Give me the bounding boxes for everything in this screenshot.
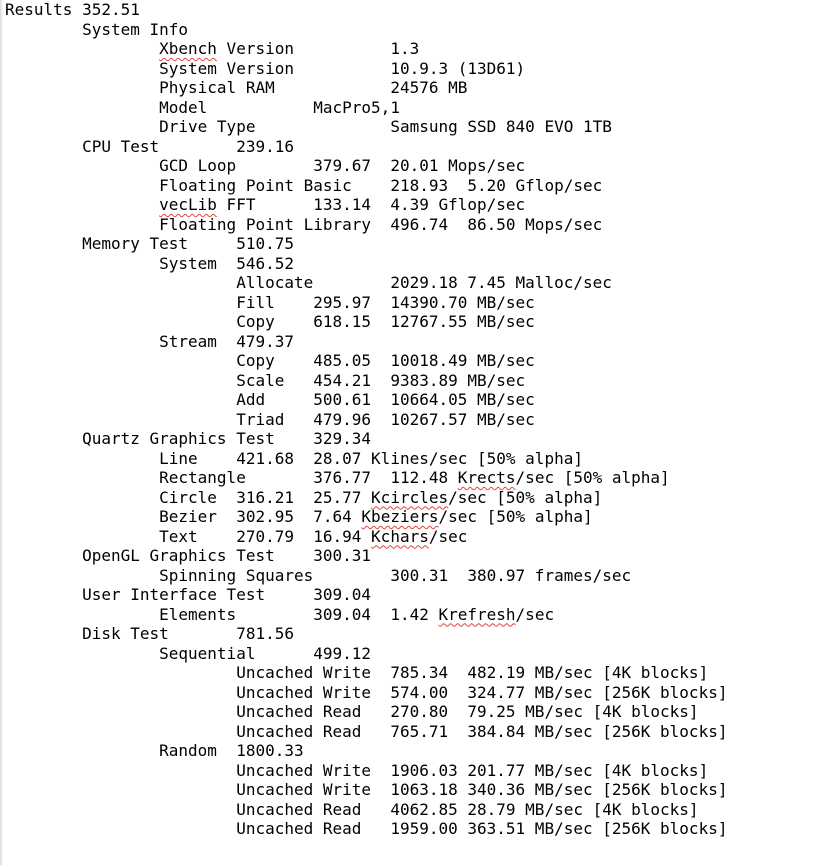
text-segment: Line 421.68 28.07 Klines/sec [50% alpha] xyxy=(5,448,583,468)
text-segment: FFT 133.14 4.39 Gflop/sec xyxy=(216,195,526,214)
text-segment: Physical RAM 24576 MB xyxy=(5,78,468,97)
text-line xyxy=(5,605,727,625)
text-segment: Text 270.79 16.94 xyxy=(5,526,372,546)
misspelled-word: Kchars xyxy=(371,526,429,546)
text-segment: Elements 309.04 1.42 xyxy=(5,604,439,624)
text-segment: Triad 479.96 10267.57 MB/sec xyxy=(5,409,535,429)
text-line xyxy=(5,273,727,293)
text-segment: Spinning Squares 300.31 380.97 frames/sec xyxy=(5,565,632,585)
text-segment: Uncached Write 785.34 482.19 MB/sec [4K blocks] xyxy=(5,663,709,682)
text-segment: Rectangle 376.77 112.48 xyxy=(5,468,458,487)
misspelled-word: Xbench xyxy=(159,39,217,58)
text-line xyxy=(5,819,727,839)
text-segment: Fill 295.97 14390.70 MB/sec xyxy=(5,292,535,312)
text-line xyxy=(5,59,727,79)
text-line xyxy=(5,624,727,644)
text-segment: System Info xyxy=(5,19,189,39)
text-line xyxy=(5,332,727,352)
text-line xyxy=(5,410,727,430)
text-line xyxy=(5,176,727,196)
text-segment: /sec [50% alpha] xyxy=(515,468,670,487)
text-segment: Stream 479.37 xyxy=(5,331,294,351)
text-line xyxy=(5,234,727,254)
text-segment: Drive Type Samsung SSD 840 EVO 1TB xyxy=(5,117,612,136)
text-segment: Copy 618.15 12767.55 MB/sec xyxy=(5,312,535,331)
text-line xyxy=(5,195,727,215)
text-segment: Circle 316.21 25.77 xyxy=(5,487,372,507)
text-line xyxy=(5,449,727,469)
text-line xyxy=(5,741,727,761)
text-segment xyxy=(5,195,159,214)
text-segment: Version 1.3 xyxy=(216,39,420,58)
text-segment: Floating Point Library 496.74 86.50 Mops/sec xyxy=(5,214,603,234)
text-segment: CPU Test 239.16 xyxy=(5,136,294,156)
text-segment: Uncached Write 1906.03 201.77 MB/sec [4K blocks] xyxy=(5,760,709,780)
text-segment: System 546.52 xyxy=(5,253,294,273)
text-line xyxy=(5,117,727,137)
text-segment: Copy 485.05 10018.49 MB/sec xyxy=(5,351,535,370)
text-line xyxy=(5,800,727,820)
text-segment: /sec [50% alpha] xyxy=(448,487,603,507)
text-segment: Quartz Graphics Test 329.34 xyxy=(5,429,372,448)
text-line xyxy=(5,761,727,781)
text-segment: User Interface Test 309.04 xyxy=(5,585,372,604)
text-segment: Uncached Write 1063.18 340.36 MB/sec [256K blocks] xyxy=(5,780,728,799)
misspelled-word: Krects xyxy=(457,468,516,487)
text-segment: /sec [50% alpha] xyxy=(438,507,593,526)
text-segment: Uncached Read 270.80 79.25 MB/sec [4K blocks] xyxy=(5,702,699,721)
text-segment: Disk Test 781.56 xyxy=(5,624,294,643)
text-line xyxy=(5,293,727,313)
text-segment: Scale 454.21 9383.89 MB/sec xyxy=(5,370,526,390)
text-segment: Uncached Read 4062.85 28.79 MB/sec [4K blocks] xyxy=(5,799,699,819)
text-segment: Add 500.61 10664.05 MB/sec xyxy=(5,390,535,409)
text-line xyxy=(5,566,727,586)
text-segment xyxy=(5,39,159,58)
text-line xyxy=(5,468,727,488)
text-line xyxy=(5,390,727,410)
text-line xyxy=(5,722,727,742)
text-segment: Uncached Write 574.00 324.77 MB/sec [256K blocks] xyxy=(5,682,728,702)
text-line xyxy=(5,20,727,40)
text-segment: Random 1800.33 xyxy=(5,741,304,760)
text-line xyxy=(5,156,727,176)
text-segment: GCD Loop 379.67 20.01 Mops/sec xyxy=(5,156,526,175)
text-segment: System Version 10.9.3 (13D61) xyxy=(5,58,526,78)
text-segment: /sec xyxy=(515,604,555,624)
text-line xyxy=(5,780,727,800)
text-segment: Uncached Read 1959.00 363.51 MB/sec [256K blocks] xyxy=(5,819,728,838)
text-line xyxy=(5,351,727,371)
text-line xyxy=(5,644,727,664)
text-line xyxy=(5,527,727,547)
text-line xyxy=(5,429,727,449)
text-line xyxy=(5,702,727,722)
text-document[interactable] xyxy=(5,0,727,839)
text-line xyxy=(5,0,727,20)
text-line xyxy=(5,254,727,274)
text-segment: Floating Point Basic 218.93 5.20 Gflop/sec xyxy=(5,175,603,195)
text-line xyxy=(5,683,727,703)
misspelled-word: vecLib xyxy=(159,195,217,214)
text-line xyxy=(5,215,727,235)
text-line xyxy=(5,507,727,527)
text-segment: Results 352.51 xyxy=(5,0,140,19)
text-segment: Bezier 302.95 7.64 xyxy=(5,507,362,526)
text-segment: OpenGL Graphics Test 300.31 xyxy=(5,546,372,565)
text-line xyxy=(5,78,727,98)
text-line xyxy=(5,585,727,605)
text-segment: Allocate 2029.18 7.45 Malloc/sec xyxy=(5,273,612,292)
misspelled-word: Krefresh xyxy=(438,604,516,624)
text-line xyxy=(5,98,727,118)
text-line xyxy=(5,546,727,566)
text-segment: Sequential 499.12 xyxy=(5,643,372,663)
text-segment: Memory Test 510.75 xyxy=(5,234,294,253)
text-line xyxy=(5,371,727,391)
text-line xyxy=(5,663,727,683)
text-segment: Model MacPro5,1 xyxy=(5,97,400,117)
text-line xyxy=(5,39,727,59)
text-line xyxy=(5,488,727,508)
misspelled-word: Kbeziers xyxy=(361,507,439,526)
text-segment: /sec xyxy=(428,526,468,546)
text-segment: Uncached Read 765.71 384.84 MB/sec [256K blocks] xyxy=(5,721,728,741)
misspelled-word: Kcircles xyxy=(371,487,449,507)
text-line xyxy=(5,312,727,332)
window-left-edge xyxy=(0,0,3,865)
text-line xyxy=(5,137,727,157)
